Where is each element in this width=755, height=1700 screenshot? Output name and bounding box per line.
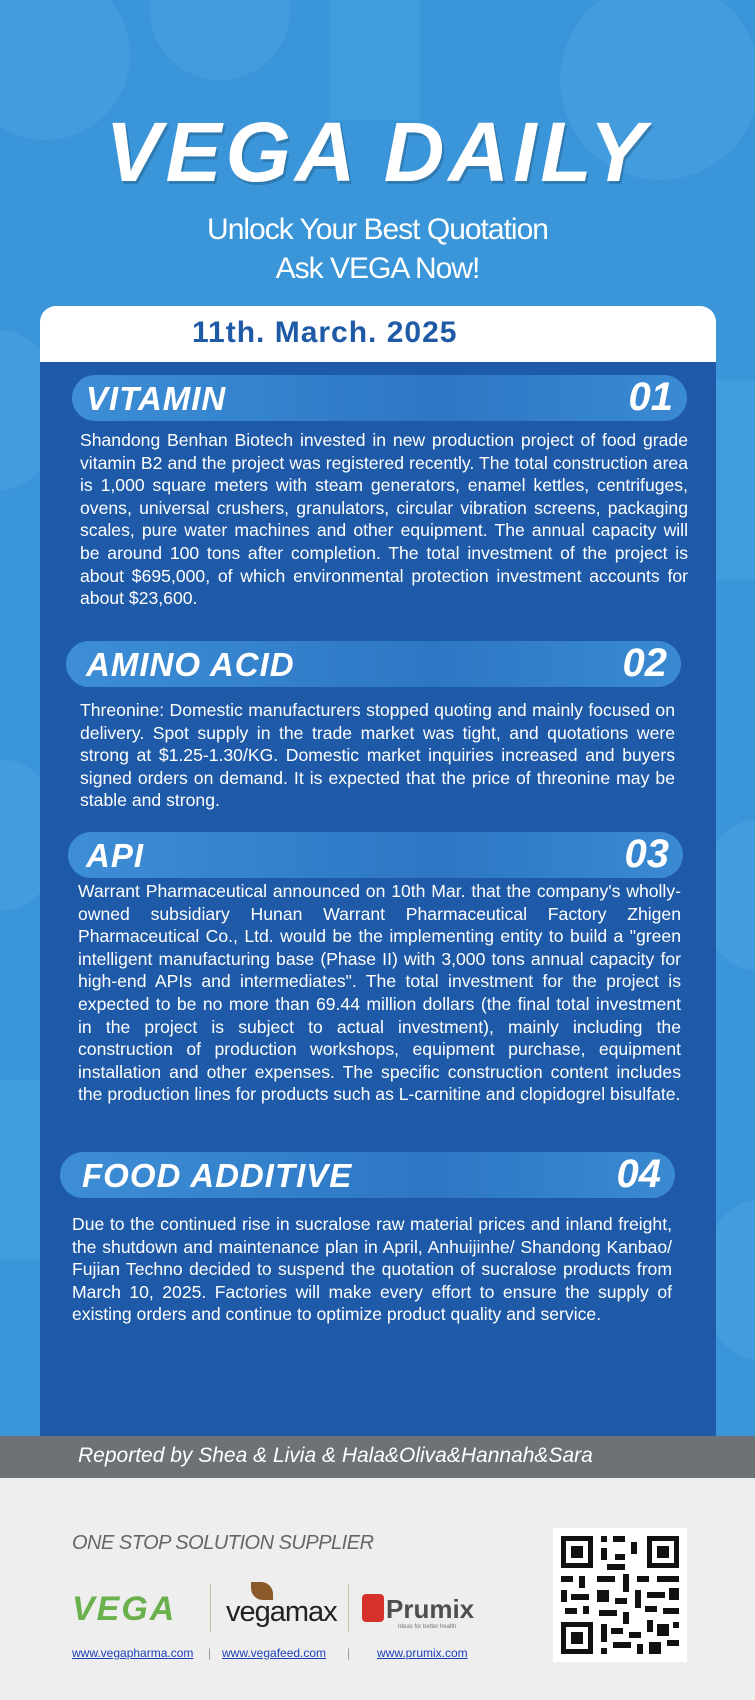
section-number: 03 [624, 832, 669, 876]
vega-logo: VEGA [72, 1590, 177, 1628]
prumix-tagline: Ideas for better health [398, 1624, 457, 1630]
section-header-vitamin [72, 375, 687, 421]
link-separator: | [208, 1646, 212, 1660]
section-header-amino-acid [66, 641, 681, 687]
page-title: VEGA DAILY [105, 105, 650, 199]
reporter-credit: Reported by Shea & Livia & Hala&Oliva&Hannah&Sara [78, 1444, 593, 1467]
link-prumix[interactable]: www.prumix.com [377, 1646, 468, 1660]
footer-tagline: ONE STOP SOLUTION SUPPLIER [72, 1532, 374, 1554]
reporter-bar [0, 1436, 755, 1478]
footer [0, 1478, 755, 1700]
prumix-logo: Prumix [386, 1594, 475, 1624]
section-text-vitamin: Shandong Benhan Biotech invested in new production project of food grade vitamin B2 and the project was registered recently. The total construction area is 1,000 square meters with steam generators, enamel kettles, centrifuges, ovens, universal crushers, granulators, circular vibration screens, packaging scales, pure water machines and other equipment. The annual capacity will be around 100 tons after completion. The total investment of the project is about $695,000, of which environmental protection investment accounts for about $23,600. [80, 430, 688, 609]
section-number: 02 [622, 641, 667, 685]
qr-code-icon [553, 1528, 687, 1662]
logo-divider [210, 1584, 211, 1632]
report-date: 11th. March. 2025 [192, 316, 458, 349]
section-label: VITAMIN [86, 380, 227, 417]
section-label: AMINO ACID [86, 646, 295, 683]
section-label: FOOD ADDITIVE [82, 1157, 353, 1194]
section-text-api: Warrant Pharmaceutical announced on 10th Mar. that the company's wholly-owned subsidiary Hunan Warrant Pharmaceutical Factory Zhigen Pharmaceutical Co., Ltd. would be the implementing entity to build a "green intelligent manufacturing base (Phase II) with 3,000 tons annual capacity for high-end APIs and intermediates". The total investment for the project is expected to be no more than 69.44 million dollars (the final total investment in the project is subject to actual investment), mainly including the construction of production workshops, equipment purchase, equipment installation and other expenses. The specific construction content includes the production lines for products such as L-carnitine and clopidogrel bisulfate. [78, 881, 681, 1105]
vegamax-logo: vegamax [226, 1596, 337, 1628]
link-vegapharma[interactable]: www.vegapharma.com [72, 1646, 194, 1660]
section-header-api [68, 832, 683, 878]
section-text-amino-acid: Threonine: Domestic manufacturers stopped quoting and mainly focused on delivery. Spot supply in the trade market was tight, and quotations were strong at $1.25-1.30/KG. Domestic market inquiries increased and buyers signed orders on demand. It is expected that the price of threonine may be stable and strong. [80, 700, 675, 811]
section-number: 04 [616, 1152, 661, 1196]
section-number: 01 [628, 375, 673, 419]
prumix-mark-icon [362, 1594, 384, 1622]
section-label: API [86, 837, 145, 874]
date-bar [40, 306, 716, 362]
link-vegafeed[interactable]: www.vegafeed.com [222, 1646, 327, 1660]
link-separator: | [347, 1646, 351, 1660]
qr-code-graphic [553, 1528, 687, 1662]
logo-divider [348, 1584, 349, 1632]
subtitle-line-2: Ask VEGA Now! [275, 252, 480, 285]
subtitle-line-1: Unlock Your Best Quotation [207, 213, 548, 246]
section-header-food-additive [60, 1152, 675, 1198]
section-text-food-additive: Due to the continued rise in sucralose raw material prices and inland freight, the shutdown and maintenance plan in April, Anhuijinhe/ Shandong Kanbao/ Fujian Techno decided to suspend the quotation of sucralose products from March 10, 2025. Factories will make every effort to ensure the supply of existing orders and continue to optimize product quality and service. [72, 1214, 672, 1325]
